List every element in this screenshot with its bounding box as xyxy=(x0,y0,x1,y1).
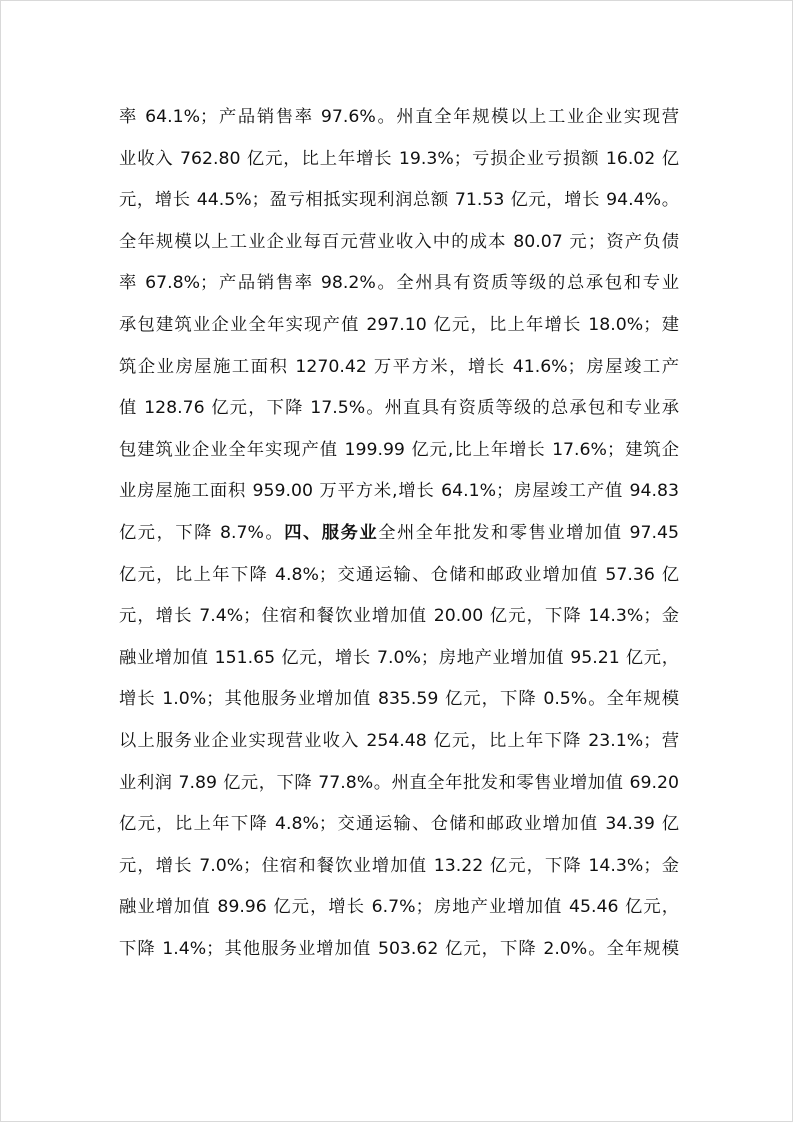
text-line-13: 元，增长 7.4%；住宿和餐饮业增加值 20.00 亿元，下降 14.3%；金 xyxy=(119,606,679,627)
body-text xyxy=(119,102,679,975)
text-line-4: 全年规模以上工业企业每百元营业收入中的成本 80.07 元；资产负债 xyxy=(119,231,679,252)
text-line-6: 承包建筑业企业全年实现产值 297.10 亿元，比上年增长 18.0%；建 xyxy=(119,314,679,335)
text-line-21: 下降 1.4%；其他服务业增加值 503.62 亿元，下降 2.0%。全年规模 xyxy=(119,938,679,959)
text-line-16: 以上服务业企业实现营业收入 254.48 亿元，比上年下降 23.1%；营 xyxy=(119,730,679,751)
line-11-after: 全州全年批发和零售业增加值 97.45 xyxy=(378,522,679,543)
text-line-2: 业收入 762.80 亿元，比上年增长 19.3%；亏损企业亏损额 16.02 亿 xyxy=(119,148,679,169)
section-heading-services: 四、服务业 xyxy=(284,522,379,543)
text-line-12: 亿元，比上年下降 4.8%；交通运输、仓储和邮政业增加值 57.36 亿 xyxy=(119,564,679,585)
text-line-15: 增长 1.0%；其他服务业增加值 835.59 亿元，下降 0.5%。全年规模 xyxy=(119,689,679,710)
text-line-8: 值 128.76 亿元，下降 17.5%。州直具有资质等级的总承包和专业承 xyxy=(119,398,679,419)
text-line-1: 率 64.1%；产品销售率 97.6%。州直全年规模以上工业企业实现营 xyxy=(119,107,679,127)
text-line-18: 亿元，比上年下降 4.8%；交通运输、仓储和邮政业增加值 34.39 亿 xyxy=(119,814,679,835)
text-line-11 xyxy=(119,518,679,549)
text-line-10: 业房屋施工面积 959.00 万平方米,增长 64.1%；房屋竣工产值 94.83 xyxy=(119,481,679,502)
text-line-5: 率 67.8%；产品销售率 98.2%。全州具有资质等级的总承包和专业 xyxy=(119,273,679,294)
text-line-19: 元，增长 7.0%；住宿和餐饮业增加值 13.22 亿元，下降 14.3%；金 xyxy=(119,855,679,876)
text-line-3: 元，增长 44.5%；盈亏相抵实现利润总额 71.53 亿元，增长 94.4%。 xyxy=(119,190,679,211)
text-line-20: 融业增加值 89.96 亿元，增长 6.7%；房地产业增加值 45.46 亿元， xyxy=(119,897,679,918)
text-line-9: 包建筑业企业全年实现产值 199.99 亿元,比上年增长 17.6%；建筑企 xyxy=(119,439,679,460)
text-line-14: 融业增加值 151.65 亿元，增长 7.0%；房地产业增加值 95.21 亿元， xyxy=(119,647,679,668)
text-line-17: 业利润 7.89 亿元，下降 77.8%。州直全年批发和零售业增加值 69.20 xyxy=(119,772,679,793)
text-line-7: 筑企业房屋施工面积 1270.42 万平方米，增长 41.6%；房屋竣工产 xyxy=(119,356,679,377)
line-11-before: 亿元，下降 8.7%。 xyxy=(119,522,285,543)
